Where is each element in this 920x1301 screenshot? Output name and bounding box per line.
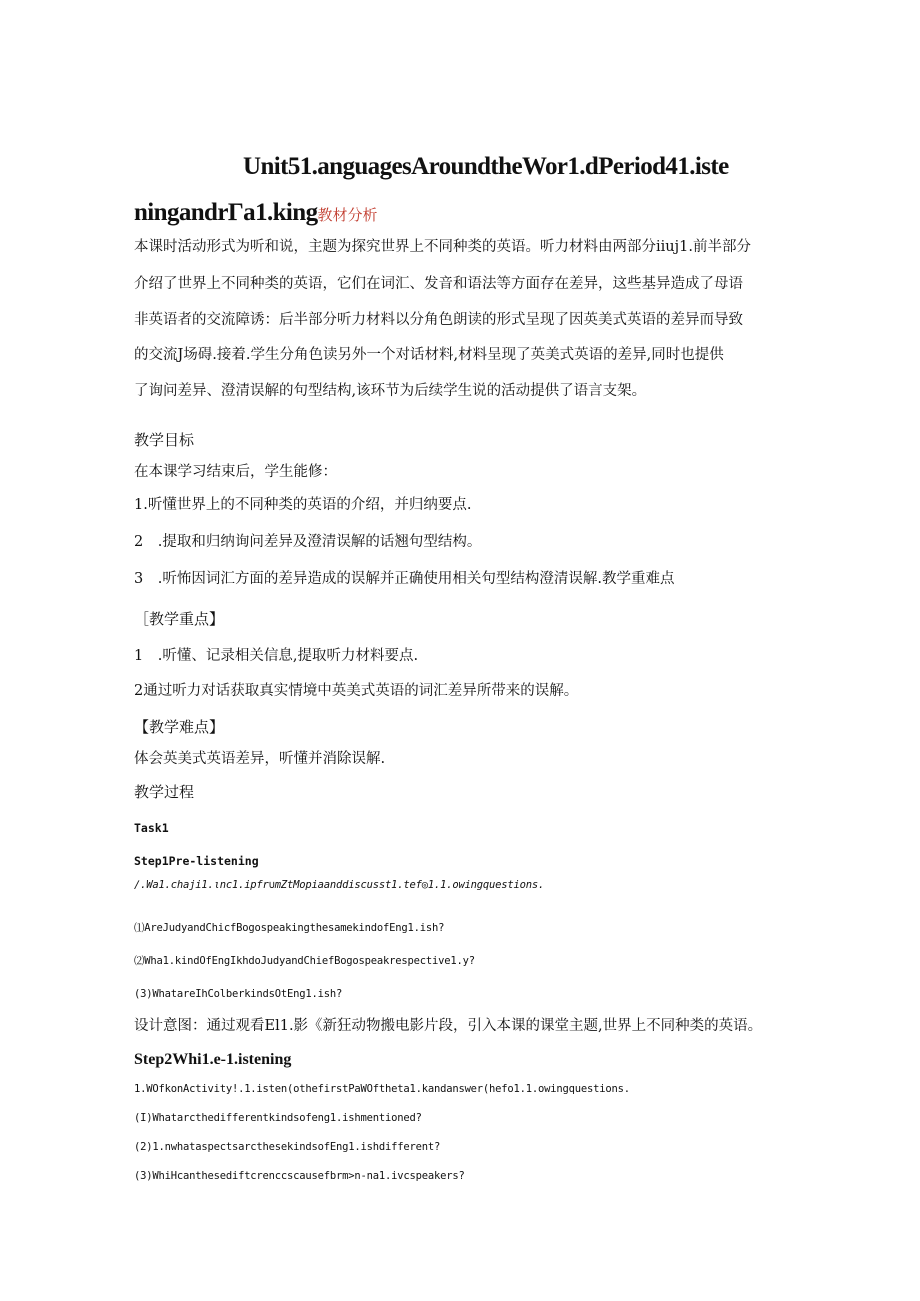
step2-question: (3)WhiHcanthesediftcrenccscausefbrm>n-na1.ivcspeakers? xyxy=(134,1170,465,1182)
step2-question: (2)1.nwhataspectsarcthesekindsofEng1.ishdifferent? xyxy=(134,1141,441,1153)
process-heading: 教学过程 xyxy=(134,783,195,801)
step1-instruction: ∕.Wa1.chaji1.ιnc1.ipfr∪mZtMopiaanddiscusst1.tef◎1.1.owingquestions. xyxy=(134,879,545,891)
objectives-intro: 在本课学习结束后，学生能修： xyxy=(134,464,337,480)
analysis-line: 非英语者的交流障诱：后半部分听力材料以分角色朗读的形式呈现了因英美式英语的差异而导致 xyxy=(134,312,743,328)
objectives-heading: 教学目标 xyxy=(134,431,195,449)
section-heading-material-analysis: 教材分析 xyxy=(317,206,378,224)
task-label: Task1 xyxy=(134,821,169,835)
difficult-points-heading: 【教学难点】 xyxy=(134,718,225,736)
analysis-line: 的交流J场碍.接着.学生分角色读另外一个对话材料,材料呈现了英美式英语的差异,同时也提供 xyxy=(134,347,724,363)
document-title-line-2-text: ningandrΓa1.king xyxy=(134,199,318,226)
key-points-heading: ［教学重点】 xyxy=(134,610,225,628)
analysis-line: 本课时活动形式为听和说，主题为探究世界上不同种类的英语。听力材料由两部分iiuj1.前半部分 xyxy=(134,239,751,255)
document-title-line-2 xyxy=(134,200,377,225)
key-point-item: 2通过听力对话获取真实情境中英美式英语的词汇差异所带来的误解。 xyxy=(134,683,579,699)
analysis-line: 介绍了世界上不同种类的英语，它们在词汇、发音和语法等方面存在差异，这些基异造成了母语 xyxy=(134,276,743,292)
step1-question: (3)WhatareIhColberkindsOtEng1.ish? xyxy=(134,988,343,1000)
step2-instruction: 1.WOfkonActivity!.1.isten(othefirstPaWOftheta1.kandanswer(hefo1.1.owingquestions. xyxy=(134,1083,630,1095)
difficult-points-text: 体会英美式英语差异，听懂并消除误解. xyxy=(134,751,386,767)
step1-heading: Step1Pre-listening xyxy=(134,854,259,868)
objective-item: 1.听懂世界上的不同种类的英语的介绍，并归纳要点. xyxy=(134,497,472,513)
step2-heading: Step2Whi1.e-1.istening xyxy=(134,1051,292,1068)
analysis-line: 了询问差异、澄清误解的句型结构,该环节为后续学生说的活动提供了语言支架。 xyxy=(134,383,647,399)
step1-question: ⑵Wha1.kindOfEngIkhdoJudyandChiefBogospeakrespective1.y? xyxy=(134,955,475,967)
key-point-item: 1 .听懂、记录相关信息,提取听力材料要点. xyxy=(134,648,419,664)
objective-item: 3 .听怖因词汇方面的差异造成的误解并正确使用相关句型结构澄清误解.教学重难点 xyxy=(134,571,675,587)
step1-question: ⑴AreJudyandChicfBogospeakingthesamekindofEng1.ish? xyxy=(134,922,445,934)
design-intent: 设计意图：通过观看El1.影《新狂动物搬电影片段，引入本课的课堂主题,世界上不同种类的英语。 xyxy=(134,1018,763,1034)
objective-item: 2 .提取和归纳询问差异及澄清误解的话翘句型结构。 xyxy=(134,534,482,550)
document-title-line-1: Unit51.anguagesAroundtheWor1.dPeriod41.iste xyxy=(243,153,729,180)
step2-question: (I)Whatarcthedifferentkindsofeng1.ishmentioned? xyxy=(134,1112,422,1124)
